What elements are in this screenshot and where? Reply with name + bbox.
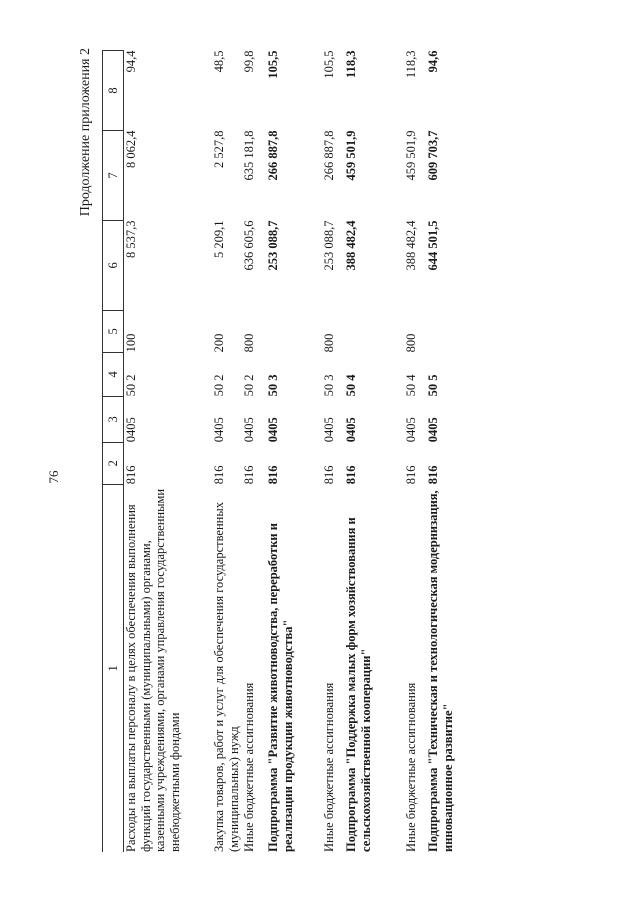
target-code: 50 5 (426, 374, 440, 397)
target-code: 50 2 (242, 374, 256, 397)
expense-type-code: 800 (242, 333, 256, 353)
target-code: 50 3 (266, 374, 280, 397)
rotated-content (40, 22, 600, 882)
execution-percent: 94,4 (124, 50, 138, 73)
section-code: 0405 (266, 417, 280, 443)
planned-value: 5 209,1 (212, 220, 226, 258)
row-name: Закупка товаров, работ и услуг для обеспечения государственных (муниципальных) нужд (212, 501, 241, 852)
column-header: 2 (103, 442, 124, 484)
section-code: 0405 (212, 417, 226, 443)
table-row (344, 51, 404, 853)
appendix-label: Продолжение приложения 2 (78, 48, 93, 217)
section-code: 0405 (242, 417, 256, 443)
planned-value: 388 482,4 (404, 220, 418, 271)
row-name: Подпрограмма "Поддержка малых форм хозяйствования и сельскохозяйственной кооперации" (344, 517, 373, 852)
column-header: 8 (103, 51, 124, 131)
execution-percent: 105,5 (266, 50, 280, 79)
row-name: Подпрограмма "Техническая и технологическая модернизация, инновационное развитие" (426, 490, 455, 852)
column-header: 3 (103, 396, 124, 442)
expense-type-code: 800 (404, 333, 418, 353)
column-header-row (103, 51, 124, 853)
actual-value: 8 062,4 (124, 130, 138, 168)
actual-value: 459 501,9 (344, 130, 358, 181)
row-name: Расходы на выплаты персоналу в целях обеспечения выполнения функций государственными (муниципальными) органами, казенными учреждениями, органами управления государственными внебюджетными фондами (124, 488, 182, 852)
expense-type-code: 800 (322, 333, 336, 353)
planned-value: 388 482,4 (344, 220, 358, 271)
planned-value: 253 088,7 (266, 220, 280, 271)
planned-value: 636 605,6 (242, 220, 256, 271)
column-header: 1 (103, 484, 124, 852)
target-code: 50 4 (404, 374, 418, 397)
section-code: 0405 (344, 417, 358, 443)
table-row (266, 51, 322, 853)
row-name: Иные бюджетные ассигнования (322, 682, 336, 852)
execution-percent: 118,3 (404, 50, 418, 79)
expense-type-code (426, 310, 470, 352)
admin-code: 816 (404, 465, 418, 485)
execution-percent: 48,5 (212, 50, 226, 73)
expense-type-code: 100 (124, 333, 138, 353)
target-code: 50 2 (124, 374, 138, 397)
execution-percent: 94,6 (426, 50, 440, 73)
admin-code: 816 (242, 465, 256, 485)
actual-value: 459 501,9 (404, 130, 418, 181)
table-row (426, 51, 470, 853)
column-header: 7 (103, 130, 124, 220)
planned-value: 8 537,3 (124, 220, 138, 258)
admin-code: 816 (266, 465, 280, 485)
section-code: 0405 (124, 417, 138, 443)
expense-type-code (266, 310, 322, 352)
admin-code: 816 (426, 465, 440, 485)
section-code: 0405 (322, 417, 336, 443)
target-code: 50 3 (322, 374, 336, 397)
admin-code: 816 (344, 465, 358, 485)
actual-value: 609 703,7 (426, 130, 440, 181)
row-name: Иные бюджетные ассигнования (404, 682, 418, 852)
execution-percent: 118,3 (344, 50, 358, 78)
admin-code: 816 (322, 465, 336, 485)
actual-value: 635 181,8 (242, 130, 256, 181)
row-name: Иные бюджетные ассигнования (242, 682, 256, 852)
column-header: 4 (103, 352, 124, 396)
table-row (242, 51, 266, 853)
target-code: 50 2 (212, 374, 226, 397)
actual-value: 266 887,8 (322, 130, 336, 181)
table-row (124, 51, 213, 853)
planned-value: 253 088,7 (322, 220, 336, 271)
admin-code: 816 (212, 465, 226, 485)
column-header: 6 (103, 220, 124, 310)
section-code: 0405 (404, 417, 418, 443)
table-row (322, 51, 344, 853)
planned-value: 644 501,5 (426, 220, 440, 271)
row-name: Подпрограмма "Развитие животноводства, переработки и реализации продукции животноводства" (266, 523, 295, 852)
admin-code: 816 (124, 465, 138, 485)
expense-type-code (344, 310, 404, 352)
execution-percent: 99,8 (242, 50, 256, 73)
target-code: 50 4 (344, 374, 358, 397)
expense-type-code: 200 (212, 333, 226, 353)
table-row (212, 51, 242, 853)
budget-table (102, 50, 470, 852)
actual-value: 2 527,8 (212, 130, 226, 168)
actual-value: 266 887,8 (266, 130, 280, 181)
section-code: 0405 (426, 417, 440, 443)
column-header: 5 (103, 310, 124, 352)
page-number: 76 (46, 470, 61, 484)
table-row (404, 51, 426, 853)
execution-percent: 105,5 (322, 50, 336, 79)
